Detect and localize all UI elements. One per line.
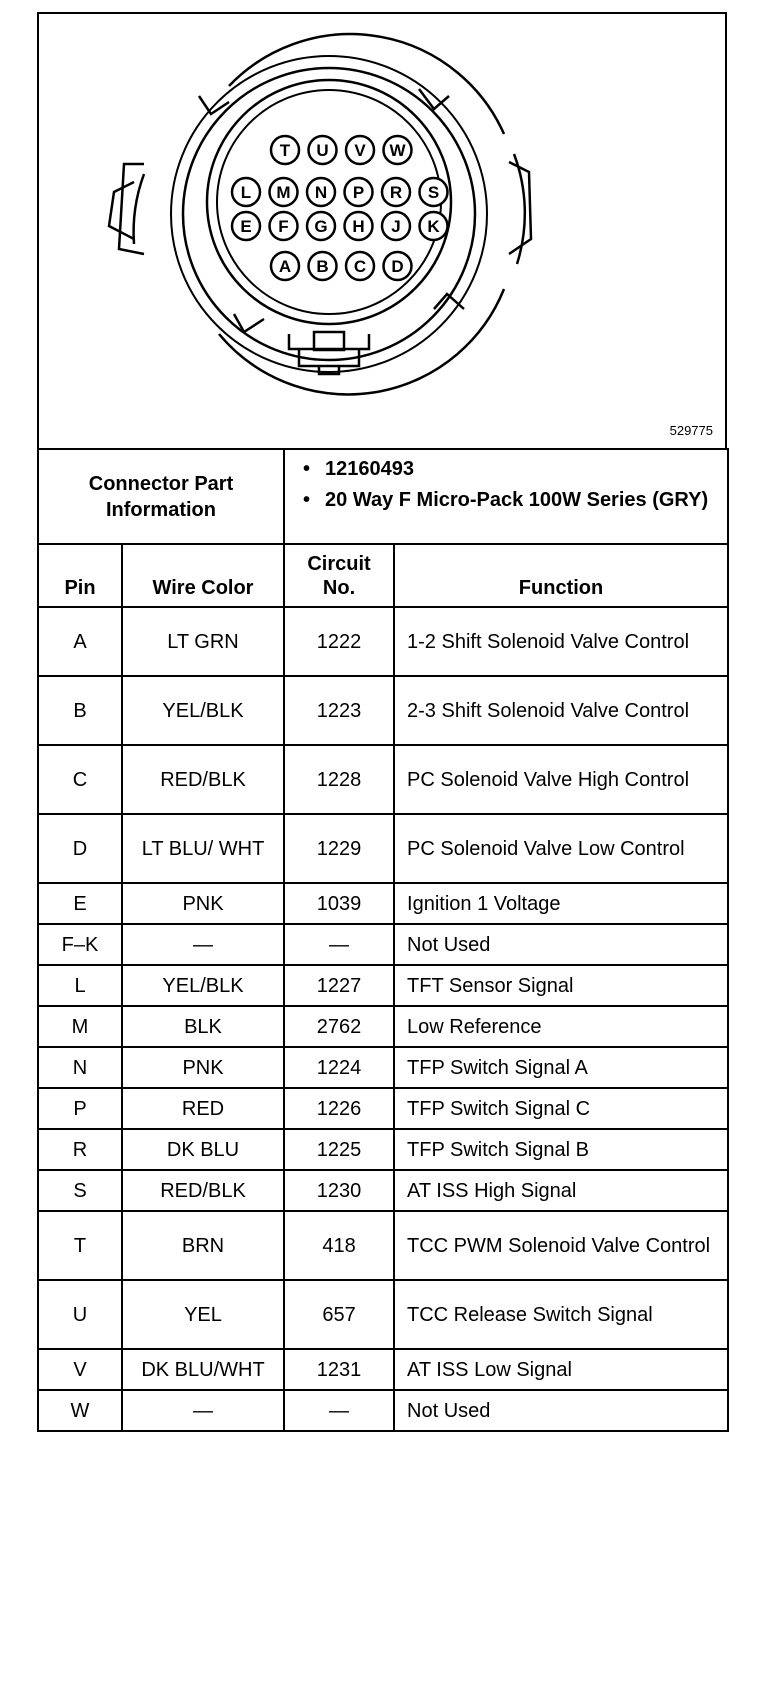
function-cell: Ignition 1 Voltage [394, 883, 728, 924]
column-header-row [38, 544, 728, 607]
table-row [38, 814, 728, 883]
pinout-table [37, 448, 729, 1432]
pin-cavity-label: H [352, 217, 365, 236]
circuit-no-cell: 1226 [284, 1088, 394, 1129]
figure-code: 529775 [669, 423, 713, 438]
table-row [38, 1088, 728, 1129]
circuit-no-cell: 1230 [284, 1170, 394, 1211]
table-row [38, 745, 728, 814]
pin-cell: B [38, 676, 122, 745]
function-cell: TCC PWM Solenoid Valve Control [394, 1211, 728, 1280]
circuit-no-cell: 1231 [284, 1349, 394, 1390]
wire-color-cell: YEL/BLK [122, 965, 284, 1006]
circuit-no-cell: 1223 [284, 676, 394, 745]
pin-cell: D [38, 814, 122, 883]
wire-color-cell: RED/BLK [122, 1170, 284, 1211]
table-row [38, 1047, 728, 1088]
pin-cavities [232, 136, 448, 280]
table-row [38, 1390, 728, 1431]
column-header-pin: Pin [38, 544, 122, 607]
pin-cell: M [38, 1006, 122, 1047]
function-cell: AT ISS High Signal [394, 1170, 728, 1211]
pin-cavity-label: E [240, 217, 252, 236]
wire-color-cell: DK BLU/WHT [122, 1349, 284, 1390]
function-cell: 2-3 Shift Solenoid Valve Control [394, 676, 728, 745]
wire-color-cell: RED/BLK [122, 745, 284, 814]
connector-info-list [284, 449, 728, 544]
connector-info-label: Connector Part Information [38, 449, 284, 544]
function-cell: TFP Switch Signal C [394, 1088, 728, 1129]
circuit-no-cell: 418 [284, 1211, 394, 1280]
pin-cavity-label: G [314, 217, 328, 236]
table-row [38, 1349, 728, 1390]
circuit-no-cell: 1222 [284, 607, 394, 676]
circuit-no-cell: 1224 [284, 1047, 394, 1088]
wire-color-cell: BRN [122, 1211, 284, 1280]
pin-cavity-label: C [353, 257, 367, 276]
pinout-rows [38, 607, 728, 1431]
pin-cavity-label: J [391, 217, 401, 236]
function-cell: Low Reference [394, 1006, 728, 1047]
function-cell: PC Solenoid Valve Low Control [394, 814, 728, 883]
pin-cavity-label: V [354, 141, 366, 160]
column-header-circuit-no: Circuit No. [284, 544, 394, 607]
pin-cavity-label: K [427, 217, 440, 236]
pin-cavity-label: F [278, 217, 289, 236]
circuit-no-cell: 657 [284, 1280, 394, 1349]
wire-color-cell: — [122, 924, 284, 965]
wire-color-cell: YEL/BLK [122, 676, 284, 745]
pin-cavity-label: T [279, 141, 291, 160]
pin-cell: A [38, 607, 122, 676]
pin-cavity-label: S [427, 183, 440, 202]
table-row [38, 607, 728, 676]
table-row [38, 1211, 728, 1280]
wire-color-cell: PNK [122, 883, 284, 924]
function-cell: TFP Switch Signal B [394, 1129, 728, 1170]
pin-cell: S [38, 1170, 122, 1211]
function-cell: Not Used [394, 924, 728, 965]
connector-figure [37, 12, 727, 448]
wire-color-cell: DK BLU [122, 1129, 284, 1170]
pin-cell: T [38, 1211, 122, 1280]
table-row [38, 965, 728, 1006]
wire-color-cell: LT GRN [122, 607, 284, 676]
table-row [38, 1170, 728, 1211]
pin-cell: E [38, 883, 122, 924]
function-cell: TCC Release Switch Signal [394, 1280, 728, 1349]
connector-face-drawing [39, 14, 725, 450]
pin-cavity-label: L [240, 183, 252, 202]
pin-cavity-label: M [276, 183, 291, 202]
wire-color-cell: RED [122, 1088, 284, 1129]
column-header-wire-color: Wire Color [122, 544, 284, 607]
pin-cell: W [38, 1390, 122, 1431]
circuit-no-cell: 1229 [284, 814, 394, 883]
function-cell: Not Used [394, 1390, 728, 1431]
pin-cavity-label: A [278, 257, 292, 276]
connector-sheet [37, 12, 727, 1432]
function-cell: TFT Sensor Signal [394, 965, 728, 1006]
table-row [38, 1280, 728, 1349]
pin-cell: F–K [38, 924, 122, 965]
circuit-no-cell: 1225 [284, 1129, 394, 1170]
table-row [38, 676, 728, 745]
pin-cell: P [38, 1088, 122, 1129]
connector-info-item: • 20 Way F Micro-Pack 100W Series (GRY) [301, 487, 717, 513]
circuit-no-cell: 1228 [284, 745, 394, 814]
wire-color-cell: BLK [122, 1006, 284, 1047]
table-row [38, 883, 728, 924]
table-row [38, 1006, 728, 1047]
pin-cavity-label: N [314, 183, 328, 202]
table-row [38, 1129, 728, 1170]
function-cell: TFP Switch Signal A [394, 1047, 728, 1088]
pin-cell: N [38, 1047, 122, 1088]
pin-cavity-label: R [389, 183, 403, 202]
pin-cell: L [38, 965, 122, 1006]
pin-cavity-label: D [391, 257, 404, 276]
pin-cell: C [38, 745, 122, 814]
wire-color-cell: LT BLU/ WHT [122, 814, 284, 883]
wire-color-cell: PNK [122, 1047, 284, 1088]
circuit-no-cell: — [284, 924, 394, 965]
connector-info-row [38, 449, 728, 544]
circuit-no-cell: — [284, 1390, 394, 1431]
table-row [38, 924, 728, 965]
column-header-function: Function [394, 544, 728, 607]
function-cell: 1-2 Shift Solenoid Valve Control [394, 607, 728, 676]
function-cell: AT ISS Low Signal [394, 1349, 728, 1390]
circuit-no-cell: 1227 [284, 965, 394, 1006]
wire-color-cell: YEL [122, 1280, 284, 1349]
connector-info-item: • 12160493 [301, 456, 717, 482]
pin-cavity-label: U [316, 141, 329, 160]
wire-color-cell: — [122, 1390, 284, 1431]
pin-cell: R [38, 1129, 122, 1170]
pin-cavity-label: B [316, 257, 329, 276]
circuit-no-cell: 2762 [284, 1006, 394, 1047]
circuit-no-cell: 1039 [284, 883, 394, 924]
function-cell: PC Solenoid Valve High Control [394, 745, 728, 814]
pin-cavity-label: P [352, 183, 365, 202]
pin-cell: V [38, 1349, 122, 1390]
pin-cavity-label: W [389, 141, 406, 160]
pin-cell: U [38, 1280, 122, 1349]
